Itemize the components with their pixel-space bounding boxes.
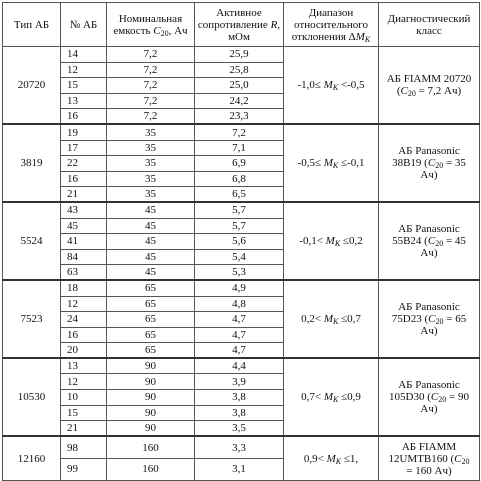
cell-type: 20720 <box>3 47 61 125</box>
cell-resistance: 5,7 <box>195 202 284 218</box>
battery-diagnostics-table <box>2 2 480 481</box>
cell-resistance: 5,3 <box>195 265 284 281</box>
cell-range: $-0,1< M_K \le 0,2$ <box>284 202 379 280</box>
cell-capacity: 35 <box>107 156 195 172</box>
cell-number: 16 <box>61 109 107 125</box>
cell-resistance: 25,8 <box>195 62 284 78</box>
cell-capacity: 35 <box>107 140 195 156</box>
cell-resistance: 23,3 <box>195 109 284 125</box>
cell-resistance: 5,7 <box>195 218 284 234</box>
header-range: Диапазон относительного отклонения $\Delta M_K$ <box>284 3 379 47</box>
cell-type: 5524 <box>3 202 61 280</box>
cell-resistance: 5,4 <box>195 249 284 265</box>
cell-capacity: 45 <box>107 202 195 218</box>
cell-range: $-1,0\le M_K <-0,5$ <box>284 47 379 125</box>
cell-type: 3819 <box>3 124 61 202</box>
cell-number: 84 <box>61 249 107 265</box>
cell-resistance: 3,8 <box>195 390 284 406</box>
cell-range: $0,2< M_K \le 0,7$ <box>284 280 379 358</box>
cell-capacity: 90 <box>107 358 195 374</box>
cell-class: АБ Panasonic 55B24 ($C_{20} = 45$ Ач) <box>379 202 480 280</box>
cell-resistance: 5,6 <box>195 234 284 250</box>
header-resistance: Активное сопротивление R, мОм <box>195 3 284 47</box>
table-row <box>3 202 480 218</box>
cell-class: АБ FIAMM 20720 ($C_{20} = 7,2$ Ач) <box>379 47 480 125</box>
cell-type: 10530 <box>3 358 61 436</box>
cell-resistance: 4,4 <box>195 358 284 374</box>
cell-number: 21 <box>61 421 107 437</box>
cell-capacity: 7,2 <box>107 47 195 63</box>
cell-class: АБ Panasonic 38B19 ($C_{20} = 35$ Ач) <box>379 124 480 202</box>
table-row <box>3 358 480 374</box>
cell-resistance: 25,9 <box>195 47 284 63</box>
cell-resistance: 3,5 <box>195 421 284 437</box>
cell-class: АБ Panasonic 75D23 ($C_{20} = 65$ Ач) <box>379 280 480 358</box>
cell-number: 99 <box>61 458 107 480</box>
header-class: Диагностический класс <box>379 3 480 47</box>
cell-resistance: 6,9 <box>195 156 284 172</box>
cell-number: 16 <box>61 327 107 343</box>
cell-number: 45 <box>61 218 107 234</box>
cell-capacity: 65 <box>107 343 195 359</box>
cell-resistance: 4,7 <box>195 343 284 359</box>
cell-number: 14 <box>61 47 107 63</box>
cell-range: $0,9< M_K \le 1$, <box>284 436 379 480</box>
table-row <box>3 436 480 458</box>
table-row <box>3 47 480 63</box>
cell-capacity: 7,2 <box>107 78 195 94</box>
header-type: Тип АБ <box>3 3 61 47</box>
cell-number: 21 <box>61 187 107 203</box>
cell-capacity: 35 <box>107 187 195 203</box>
cell-resistance: 3,8 <box>195 405 284 421</box>
cell-resistance: 6,8 <box>195 171 284 187</box>
table-row <box>3 280 480 296</box>
cell-capacity: 90 <box>107 405 195 421</box>
cell-number: 15 <box>61 405 107 421</box>
cell-capacity: 7,2 <box>107 109 195 125</box>
cell-resistance: 4,7 <box>195 327 284 343</box>
cell-resistance: 3,3 <box>195 436 284 458</box>
cell-number: 43 <box>61 202 107 218</box>
cell-number: 13 <box>61 358 107 374</box>
cell-capacity: 65 <box>107 296 195 312</box>
cell-range: $0,7< M_K \le 0,9$ <box>284 358 379 436</box>
cell-capacity: 35 <box>107 124 195 140</box>
cell-number: 12 <box>61 62 107 78</box>
cell-capacity: 35 <box>107 171 195 187</box>
cell-resistance: 4,9 <box>195 280 284 296</box>
cell-capacity: 65 <box>107 327 195 343</box>
header-capacity: Номинальная емкость $C_{20}$, Ач <box>107 3 195 47</box>
cell-resistance: 4,7 <box>195 312 284 328</box>
cell-resistance: 7,1 <box>195 140 284 156</box>
cell-capacity: 45 <box>107 249 195 265</box>
cell-number: 22 <box>61 156 107 172</box>
cell-number: 41 <box>61 234 107 250</box>
cell-range: $-0,5\le M_K \le-0,1$ <box>284 124 379 202</box>
cell-number: 15 <box>61 78 107 94</box>
cell-capacity: 90 <box>107 374 195 390</box>
table-row <box>3 124 480 140</box>
cell-number: 19 <box>61 124 107 140</box>
cell-type: 12160 <box>3 436 61 480</box>
cell-capacity: 160 <box>107 436 195 458</box>
cell-capacity: 7,2 <box>107 93 195 109</box>
cell-number: 20 <box>61 343 107 359</box>
cell-capacity: 160 <box>107 458 195 480</box>
cell-capacity: 65 <box>107 280 195 296</box>
cell-capacity: 45 <box>107 218 195 234</box>
cell-capacity: 7,2 <box>107 62 195 78</box>
cell-number: 17 <box>61 140 107 156</box>
cell-capacity: 45 <box>107 265 195 281</box>
cell-resistance: 4,8 <box>195 296 284 312</box>
cell-resistance: 3,9 <box>195 374 284 390</box>
cell-number: 12 <box>61 296 107 312</box>
cell-number: 13 <box>61 93 107 109</box>
cell-number: 12 <box>61 374 107 390</box>
cell-class: АБ FIAMM 12UMTB160 ($C_{20} = 160$ Ач) <box>379 436 480 480</box>
cell-class: АБ Panasonic 105D30 ($C_{20} = 90$ Ач) <box>379 358 480 436</box>
cell-number: 24 <box>61 312 107 328</box>
cell-resistance: 6,5 <box>195 187 284 203</box>
cell-number: 63 <box>61 265 107 281</box>
cell-resistance: 7,2 <box>195 124 284 140</box>
header-number: № АБ <box>61 3 107 47</box>
cell-capacity: 90 <box>107 390 195 406</box>
cell-resistance: 24,2 <box>195 93 284 109</box>
cell-capacity: 45 <box>107 234 195 250</box>
cell-capacity: 65 <box>107 312 195 328</box>
cell-number: 18 <box>61 280 107 296</box>
cell-number: 16 <box>61 171 107 187</box>
cell-type: 7523 <box>3 280 61 358</box>
cell-resistance: 25,0 <box>195 78 284 94</box>
cell-number: 10 <box>61 390 107 406</box>
cell-resistance: 3,1 <box>195 458 284 480</box>
cell-capacity: 90 <box>107 421 195 437</box>
table-header-row <box>3 3 480 47</box>
cell-number: 98 <box>61 436 107 458</box>
